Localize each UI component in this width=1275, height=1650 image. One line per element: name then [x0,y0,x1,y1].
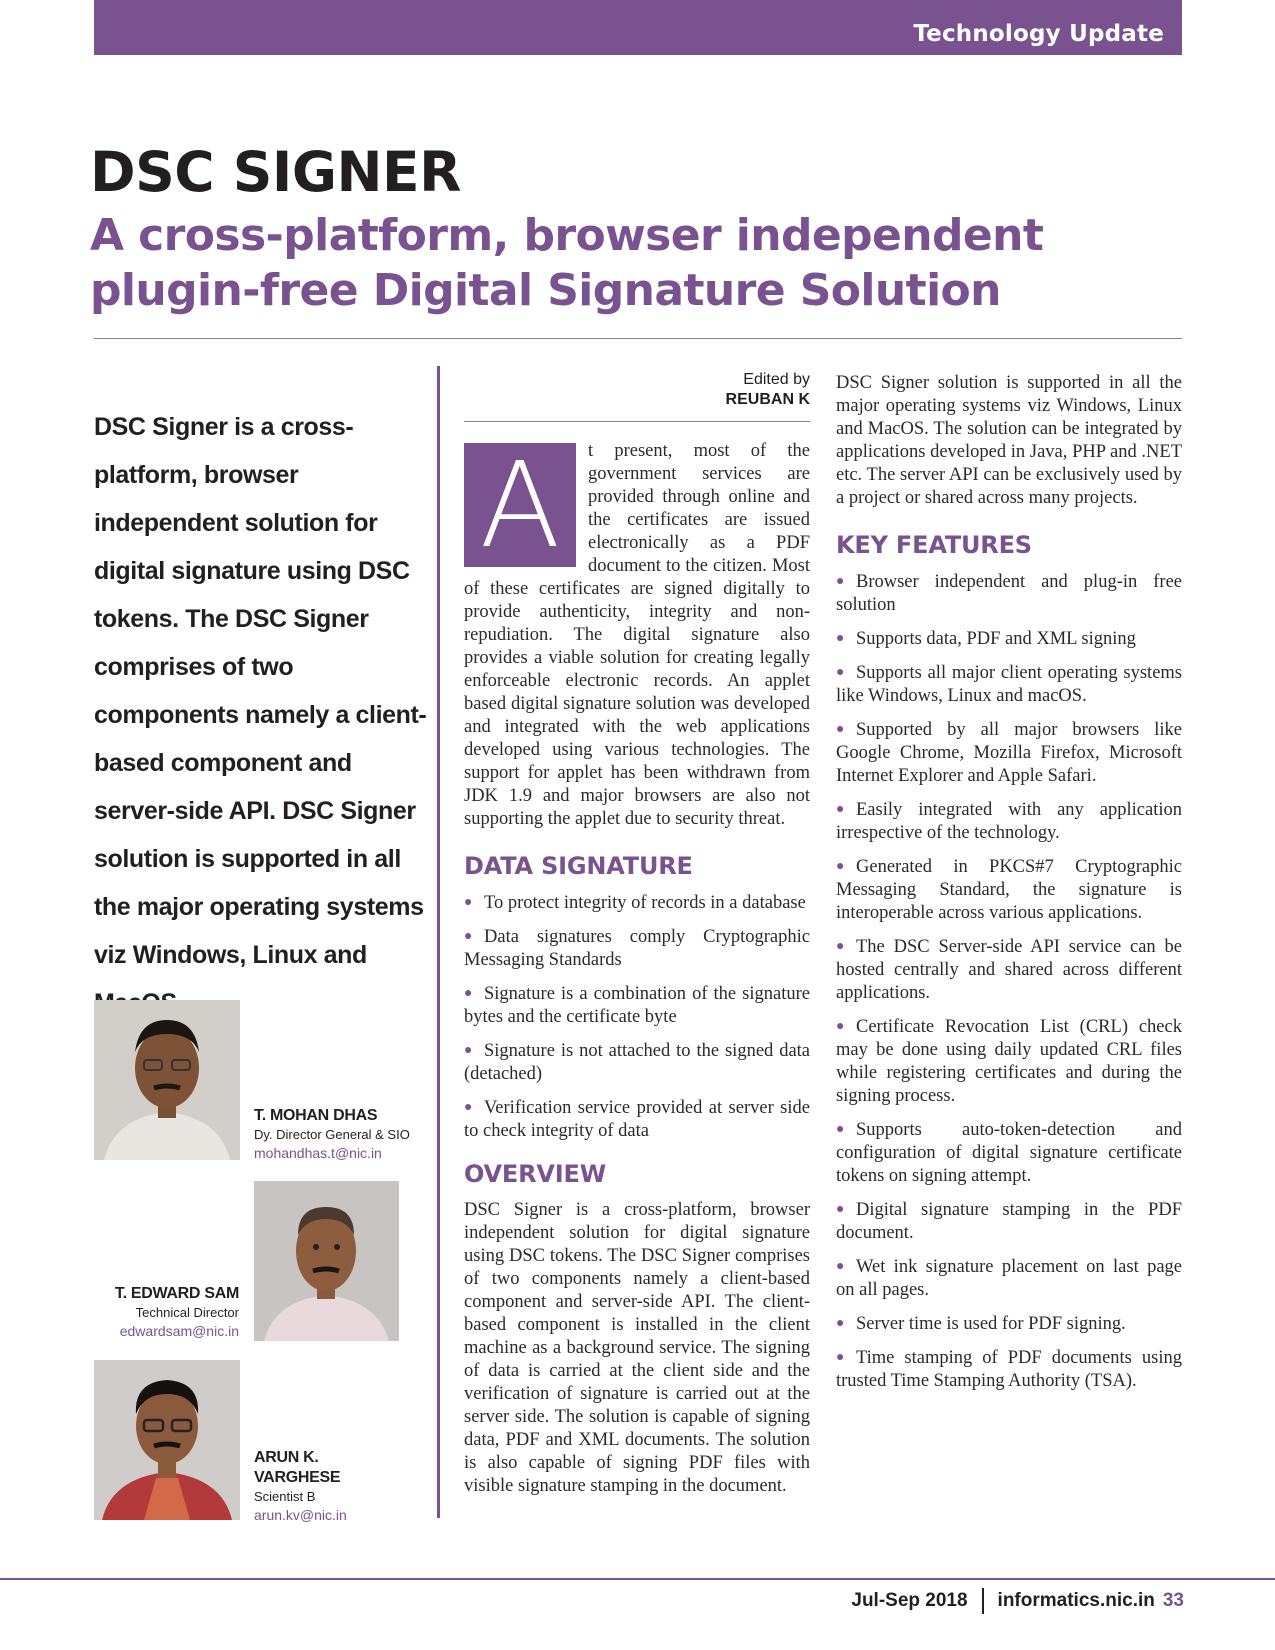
subtitle-line-1: A cross-platform, browser independent [90,210,1044,261]
bullet-icon: ● [836,1316,845,1331]
bullet-icon: ● [464,895,473,910]
key-features-list [836,570,1182,1393]
author-arun-varghese [254,1448,347,1525]
key-features-heading: KEY FEATURES [836,531,1032,559]
editor-label: Edited by [743,371,810,388]
list-item: ● To protect integrity of records in a database [464,893,806,913]
author-photo-edward-sam [254,1181,399,1341]
article-column-2 [464,436,810,1498]
drop-cap: A [464,443,576,567]
issue-date: Jul-Sep 2018 [851,1590,968,1611]
article-subtitle [90,208,1090,318]
list-item: ● Supports auto-token-detection and configuration of digital signature certificate tokens on signing attempt. [836,1120,1182,1186]
bullet-icon: ● [464,986,473,1001]
author-name: T. MOHAN DHAS [254,1107,378,1124]
author-role: Dy. Director General & SIO [254,1127,410,1142]
pull-quote: DSC Signer is a cross-platform, browser independent solution for digital signature using DSC tokens. The DSC Signer comprises of two components namely a client-based component and server-side API. DSC Signer solution is supported in all the major operating systems viz Windows, Linux and [94,413,427,969]
overview-heading: OVERVIEW [464,1160,606,1188]
bullet-icon: ● [836,939,845,954]
list-item: ● Signature is a combination of the signature bytes and the certificate byte [464,984,810,1027]
editor-name: REUBAN K [725,391,810,408]
author-email[interactable]: mohandhas.t@nic.in [254,1145,382,1161]
list-item: ● Browser independent and plug-in free solution [836,572,1182,615]
bullet-icon: ● [464,1100,473,1115]
bullet-icon: ● [836,859,845,874]
data-signature-heading: DATA SIGNATURE [464,852,693,880]
author-mohan-dhas [254,1106,410,1163]
author-email[interactable]: edwardsam@nic.in [119,1323,239,1339]
author-role: Scientist B [254,1489,316,1504]
list-item: ● Digital signature stamping in the PDF document. [836,1200,1182,1243]
list-item: ● Supported by all major browsers like Google Chrome, Mozilla Firefox, Microsoft Internet Explorer and Apple Safari. [836,720,1182,786]
author-name: T. EDWARD SAM [114,1285,239,1302]
bullet-icon: ● [836,722,845,737]
author-email[interactable]: arun.kv@nic.in [254,1507,347,1523]
author-edward-sam [94,1284,239,1341]
editor-credit [462,370,810,410]
list-item: ● Verification service provided at server side to check integrity of data [464,1098,810,1141]
list-item: ● Easily integrated with any application irrespective of the technology. [836,800,1182,843]
overview-paragraph-start: DSC Signer is a cross-platform, browser independent solution for digital signature using DSC tokens. The DSC Signer comprises of two components namely a client-based component and server-side API. The client-based component is installed in the client machine as a background service. The signing of data is carried at the client side and the verification of signature is carried out at the server side. The solution is capable of signing data, PDF and XML documents. The solution is also capable of signing PDF files with visible signature stamping in the document. [464,1200,810,1496]
site-link[interactable]: informatics.nic.in [997,1590,1155,1611]
bullet-icon: ● [836,1202,845,1217]
overview-paragraph-continued: DSC Signer solution is supported in all the major operating systems viz Windows, Linux and MacOS. The solution can be integrated by applications developed in Java, PHP and .NET etc. The server API can be exclusively used by a project or shared across many projects. [836,373,1182,508]
article-column-3 [836,372,1182,1403]
list-item: ● Supports data, PDF and XML signing [836,629,1136,649]
page-footer [851,1588,1184,1614]
page-number: 33 [1162,1590,1184,1611]
list-item: ● Signature is not attached to the signed data (detached) [464,1041,810,1084]
list-item: ● Server time is used for PDF signing. [836,1314,1126,1334]
column-divider [437,366,440,1518]
bullet-icon: ● [836,1259,845,1274]
list-item: ● Time stamping of PDF documents using trusted Time Stamping Authority (TSA). [836,1348,1182,1391]
footer-divider [0,1578,1275,1580]
list-item: ● Data signatures comply Cryptographic Messaging Standards [464,927,810,970]
author-name-line-2: VARGHESE [254,1469,341,1486]
bullet-icon: ● [836,574,845,589]
editor-divider [464,421,810,422]
header-banner [94,0,1182,55]
bullet-icon: ● [836,802,845,817]
bullet-icon: ● [836,665,845,680]
intro-paragraph: t present, most of the government services are provided through online and the certificates are issued electronically as a PDF document to the citizen. Most of these certificates are signed digitally to provide authenticity, integrity and non-repudiation. The digital signature also provides a viable solution for creating legally enforceable electronic records. An applet based digital signature solution was developed and integrated with the web applications developed using various technologies. The support for applet has been withdrawn from JDK 1.9 and major browsers are also not supporting the applet due to security threat. [464,441,810,829]
list-item: ● Supports all major client operating systems like Windows, Linux and macOS. [836,663,1182,706]
list-item: ● Wet ink signature placement on last page on all pages. [836,1257,1182,1300]
bullet-icon: ● [836,631,845,646]
author-role: Technical Director [135,1305,239,1320]
author-photo-arun-varghese [94,1360,240,1520]
section-tag: Technology Update [913,21,1164,47]
bullet-icon: ● [464,929,473,944]
list-item: ● Generated in PKCS#7 Cryptographic Messaging Standard, the signature is interoperable across various applications. [836,857,1182,923]
bullet-icon: ● [836,1122,845,1137]
title-divider [94,338,1182,339]
data-signature-list [464,891,810,1143]
author-photo-mohan-dhas [94,1000,240,1160]
article-title: DSC SIGNER [90,140,461,204]
bullet-icon: ● [464,1043,473,1058]
author-name-line-1: ARUN K. [254,1449,319,1466]
list-item: ● The DSC Server-side API service can be hosted centrally and shared across different applications. [836,937,1182,1003]
bullet-icon: ● [836,1019,845,1034]
footer-separator [982,1588,984,1614]
list-item: ● Certificate Revocation List (CRL) check may be done using daily updated CRL files while registering certificates and during the signing process. [836,1017,1182,1106]
bullet-icon: ● [836,1350,845,1365]
subtitle-line-2: plugin-free Digital Signature Solution [90,265,1001,316]
